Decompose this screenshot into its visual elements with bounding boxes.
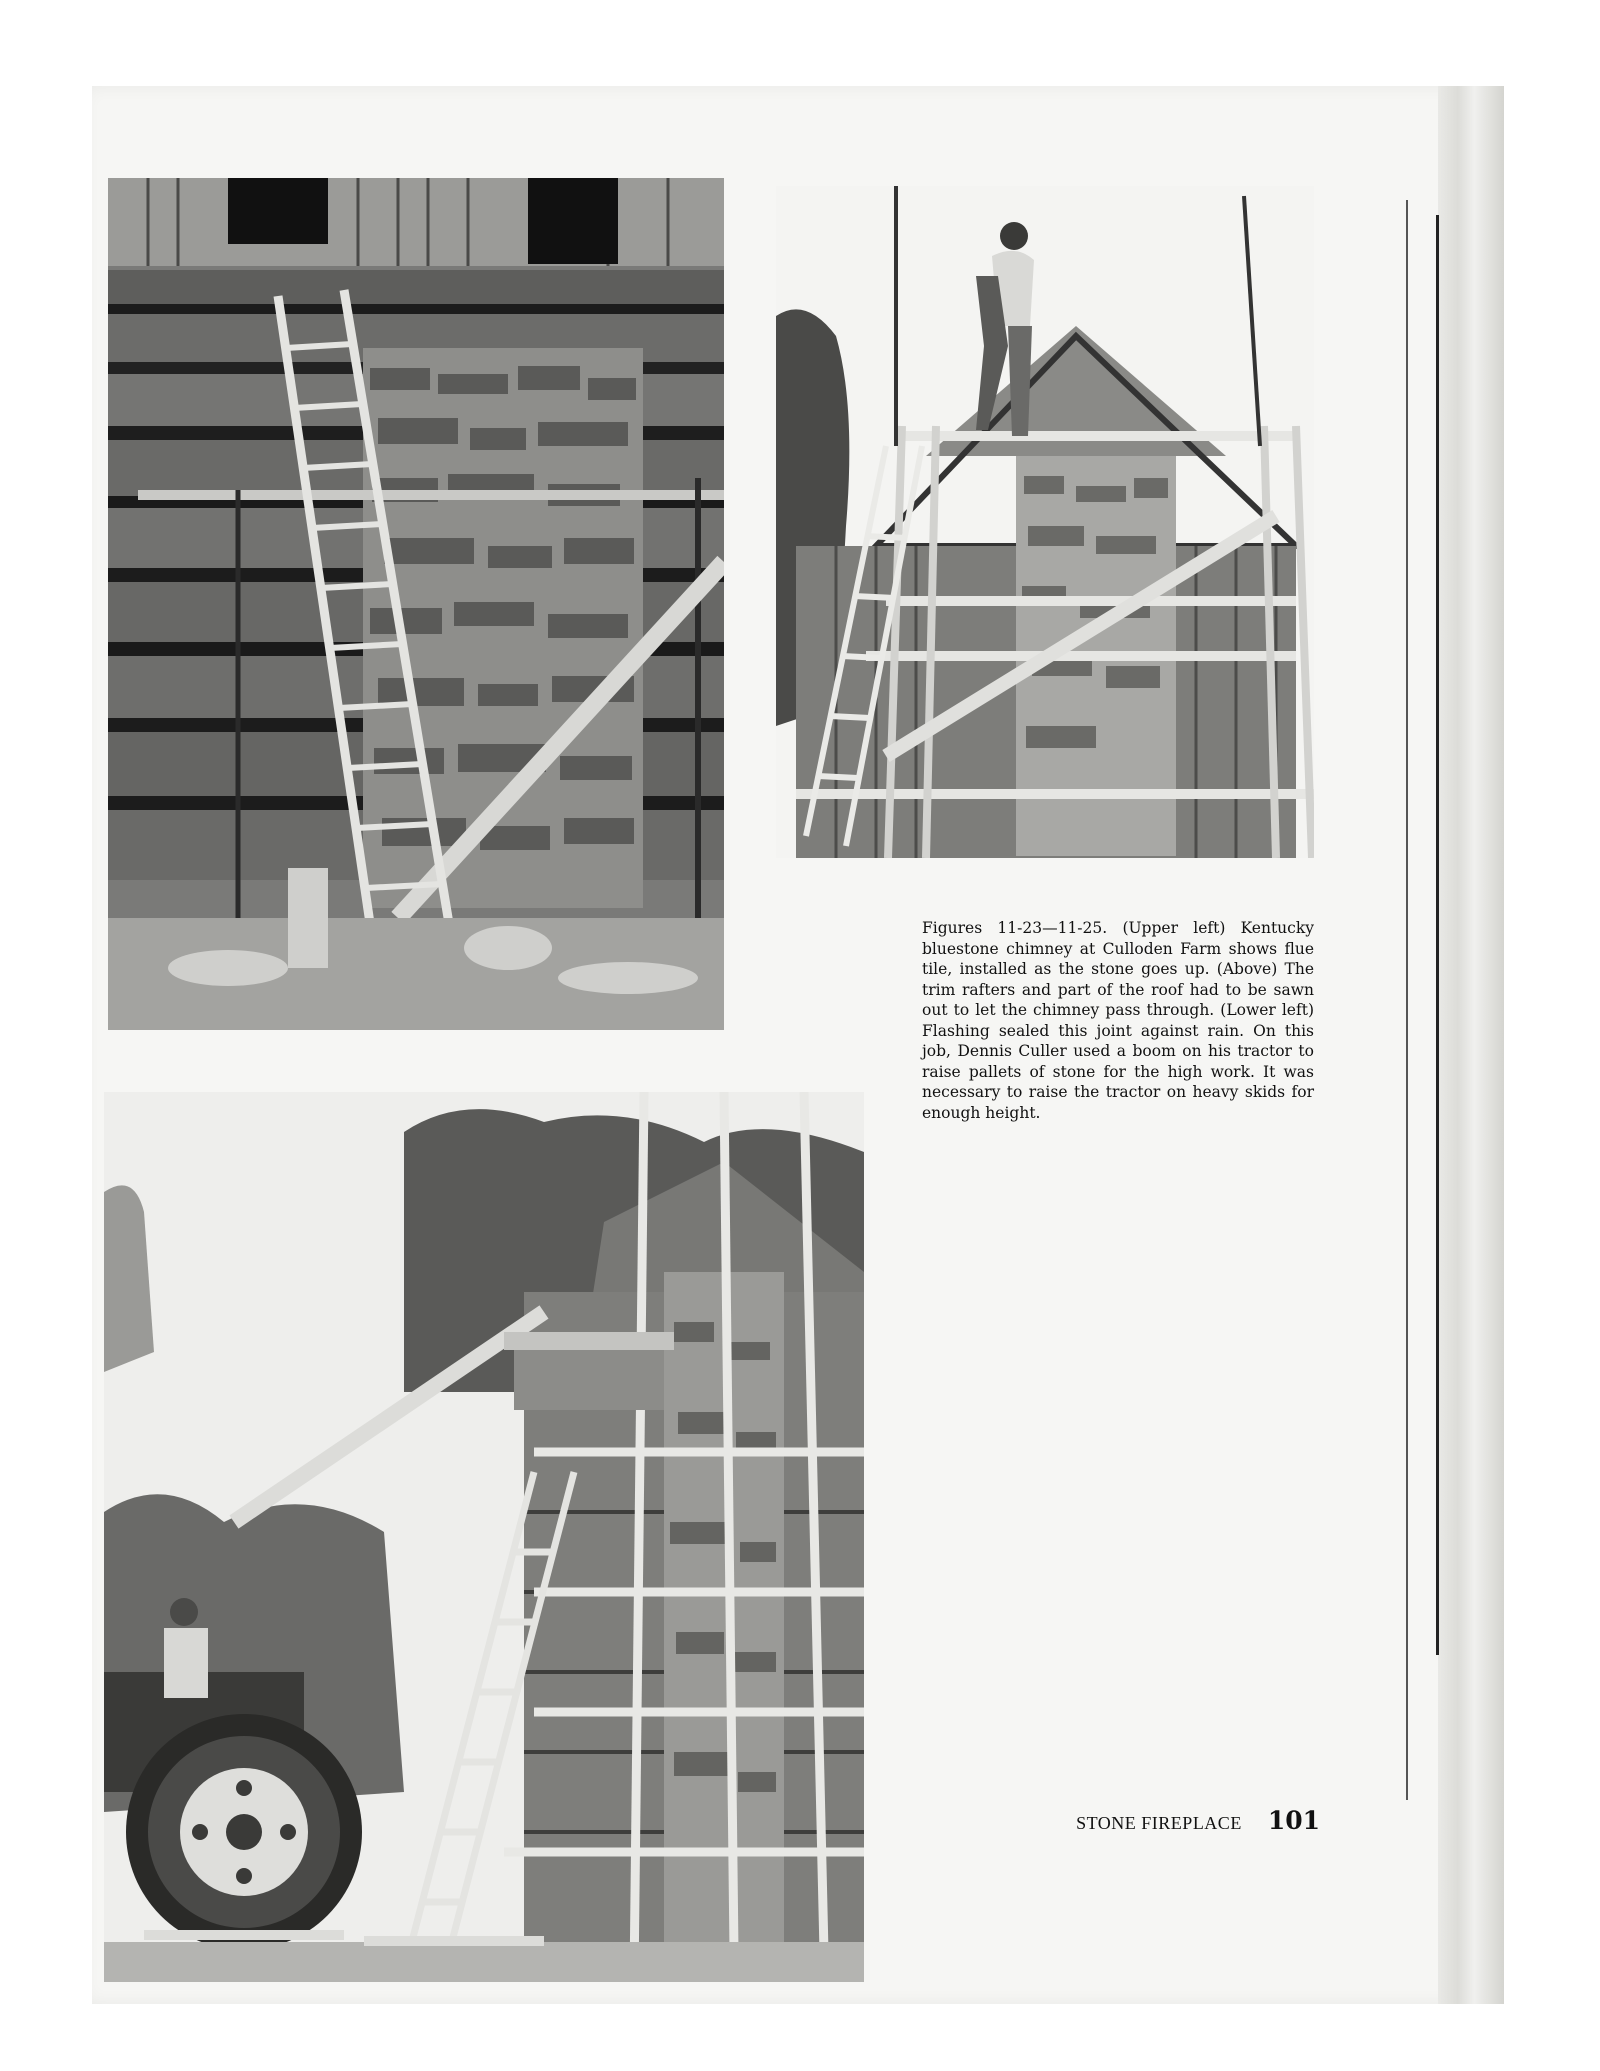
page-edge-line: [1436, 215, 1439, 1655]
figure-caption: Figures 11-23—11-25. (Upper left) Kentucky bluestone chimney at Culloden Farm shows flue tile, installed as the stone goes up. (Above) The trim rafters and part of the roof had to be sawn out to let the chimney pass through. (Lower left) Flashing sealed this joint against rain. On this job, Dennis Culler used a boom on his tractor to raise pallets of stone for the high work. It was necessary to raise the tractor on heavy skids for enough height.: [922, 919, 1314, 1122]
photo-upper-left: [108, 178, 724, 1030]
page-number: 101: [1267, 1806, 1320, 1835]
page-edge-line-2: [1406, 200, 1408, 1800]
page-edge: [1438, 86, 1504, 2004]
photo-lower-left: [104, 1092, 864, 1982]
running-head: STONE FIREPLACE: [1076, 1813, 1242, 1833]
page-footer: [1030, 1806, 1320, 1835]
photo-upper-right: [776, 186, 1314, 858]
